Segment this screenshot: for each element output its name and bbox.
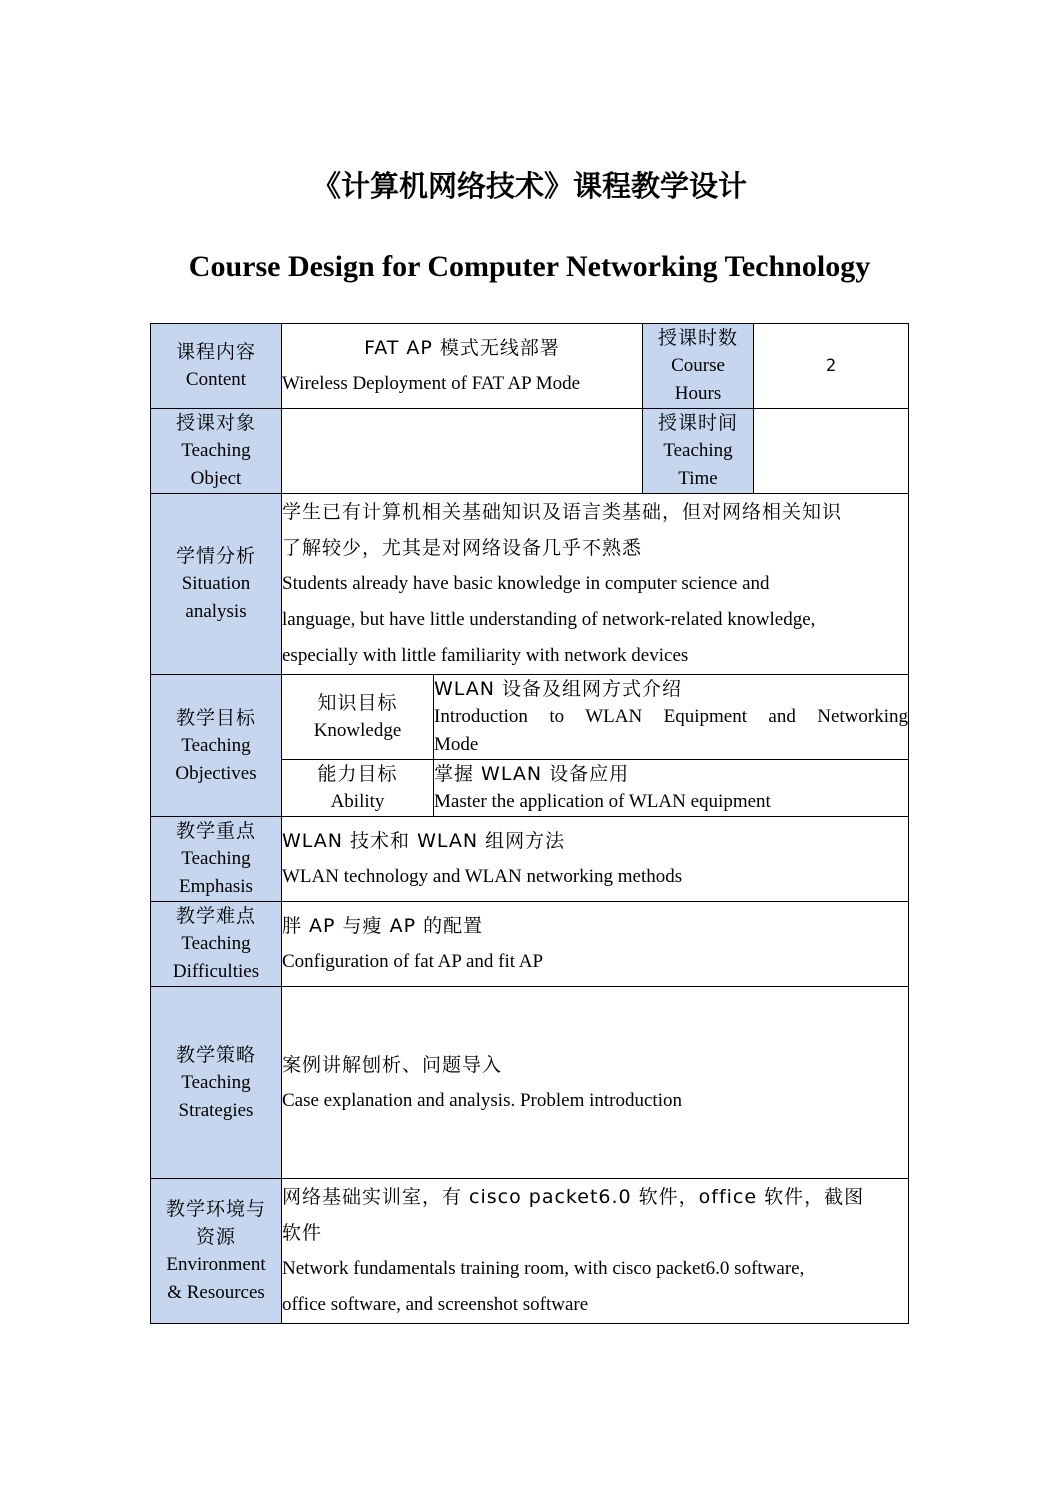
table-row-object [151,409,909,494]
situation-label: 学情分析 Situation analysis [151,494,282,675]
table-row-situation [151,494,909,675]
page-title-cn: 《计算机网络技术》课程教学设计 [311,169,747,203]
knowledge-label: 知识目标 Knowledge [282,675,434,760]
environment-label: 教学环境与 资源 Environment & Resources [151,1179,282,1324]
strategies-value: 案例讲解刨析、问题导入 Case explanation and analysis. Problem introduction [282,987,909,1179]
table-row-content [151,324,909,409]
table-row-objectives-knowledge [151,675,909,760]
content-label: 课程内容 Content [151,324,282,409]
table-row-strategies [151,987,909,1179]
emphasis-value: WLAN 技术和 WLAN 组网方法 WLAN technology and WLAN networking methods [282,817,909,902]
content-value-en: Wireless Deployment of FAT AP Mode [282,373,581,394]
emphasis-label: 教学重点 Teaching Emphasis [151,817,282,902]
environment-value: 网络基础实训室，有 cisco packet6.0 软件，office 软件，截图 软件 Network fundamentals training room, with cisco packet6.0 software, office software, and screenshot software [282,1179,909,1324]
situation-value: 学生已有计算机相关基础知识及语言类基础，但对网络相关知识 了解较少，尤其是对网络设备几乎不熟悉 Students already have basic knowledge in computer science and language, but have little understanding of network-related knowledge, especially with little familiarity with network devices [282,494,909,675]
ability-value: 掌握 WLAN 设备应用 Master the application of WLAN equipment [434,760,909,817]
knowledge-value: WLAN 设备及组网方式介绍 Introduction to WLAN Equipment and Networking Mode [434,675,909,760]
ability-label: 能力目标 Ability [282,760,434,817]
content-value [282,324,643,409]
content-value-cn: FAT AP 模式无线部署 [364,337,560,359]
page-title-en: Course Design for Computer Networking Technology [188,250,871,283]
hours-label: 授课时数 Course Hours [643,324,754,409]
course-design-table [150,323,909,1324]
hours-value: 2 [754,324,909,409]
strategies-label: 教学策略 Teaching Strategies [151,987,282,1179]
table-row-emphasis [151,817,909,902]
table-row-difficulties [151,902,909,987]
objectives-label: 教学目标 Teaching Objectives [151,675,282,817]
object-label: 授课对象 Teaching Object [151,409,282,494]
difficulties-label: 教学难点 Teaching Difficulties [151,902,282,987]
table-row-environment [151,1179,909,1324]
time-label: 授课时间 Teaching Time [643,409,754,494]
object-value [282,409,643,494]
difficulties-value: 胖 AP 与瘦 AP 的配置 Configuration of fat AP and fit AP [282,902,909,987]
time-value [754,409,909,494]
